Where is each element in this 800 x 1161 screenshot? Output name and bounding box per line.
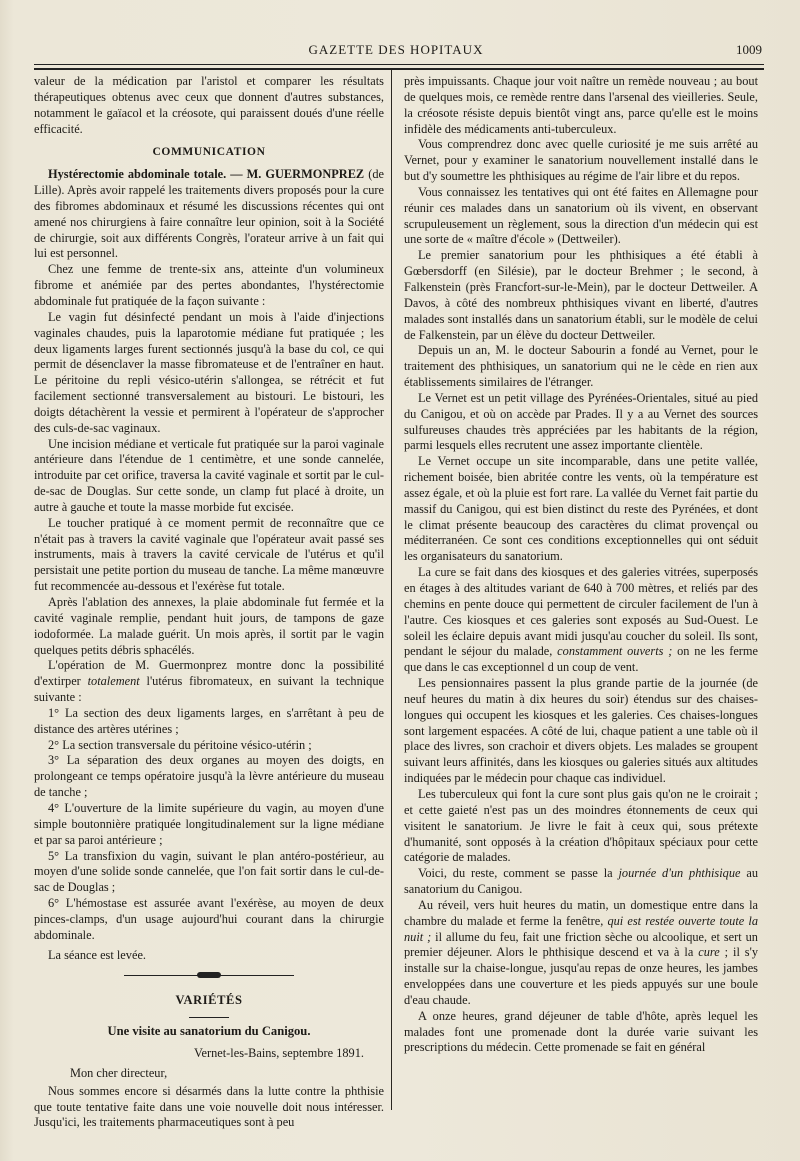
list-item: 1° La section des deux ligaments larges, en s'arrêtant à peu de distance des artères utérines ;: [34, 705, 384, 736]
page-number: 1009: [736, 42, 762, 57]
paragraph: Depuis un an, M. le docteur Sabourin a fondé au Vernet, pour le traitement des phthisiques, un sanatorium qui ne le cède en rien aux établissements similaires de l'étranger.: [404, 343, 758, 390]
paragraph-text: on ne les ferme que dans le cas exceptionnel d un coup de vent.: [404, 644, 758, 675]
paragraph: Les pensionnaires passent la plus grande partie de la journée (de neuf heures du matin à dix heures du soir) étendus sur des chaises-longues qui occupent les kiosques et les galeries. Ces chaises-longues sont largement espacées. A côté de lui, chaque patient a une table où il place des livres, son crachoir et divers objets. Les malades se groupent suivant leurs affinités, dans les kiosques ou galeries situés aux altitudes indiquées par le médecin pour chaque cas individuel.: [404, 676, 758, 786]
paragraph: Vous comprendrez donc avec quelle curiosité je me suis arrêté au Vernet, pour y examiner le sanatorium nouvellement installé dans le but d'y soumettre les phthisiques au régime de l'air libre et du repos.: [404, 137, 758, 184]
paragraph: A onze heures, grand déjeuner de table d'hôte, après lequel les malades font une promenade dont la durée varie suivant les prescriptions du médecin. Cette promenade se fait en général: [404, 1008, 758, 1055]
column-divider: [391, 70, 392, 1110]
paragraph-text: (de Lille). Après avoir rappelé les traitements divers proposés pour la cure des fibromes abdominaux et résumé les discussions récentes qui ont amené nos chirurgiens à faire connaître leur opinion, soit à la Société de chirurgie, soit aux différents Congrès, l'orateur arrive à un fait qui lui est personnel.: [34, 167, 384, 261]
emphasis: cure: [698, 945, 720, 960]
author: — M. GUERMONPREZ: [230, 167, 365, 182]
dateline: Vernet-les-Bains, septembre 1891.: [193, 1046, 364, 1061]
left-column: [34, 74, 384, 1131]
emphasis: constamment ouverts ;: [557, 644, 673, 659]
paragraph: valeur de la médication par l'aristol et comparer les résultats thérapeutiques obtenus avec ceux que donnent d'autres substances, notamment le gaïacol et la créosote, qui paraissent doués d'une réelle efficacité.: [34, 74, 384, 136]
paragraph: [404, 898, 758, 1009]
emphasis: journée d'un phthisique: [618, 866, 741, 881]
paragraph: [34, 658, 384, 706]
paragraph-text: l'utérus fibromateux, en suivant la technique suivante :: [34, 674, 384, 705]
paragraph: Le premier sanatorium pour les phthisiques a été établi à Gœbersdorff (en Silésie), par le docteur Brehmer ; le second, à Falkenstein (près Francfort-sur-le-Mein), par le docteur Dettweiler. A Davos, à côté des nombreux phthisiques vivant en liberté, d'autres malades sont installés dans un sanatorium établi, sur le modèle de celui de Falkenstein, par un élève du docteur Dettweiler.: [404, 248, 758, 342]
list-item: 4° L'ouverture de la limite supérieure du vagin, au moyen d'une simple boutonnière pratiquée longitudinalement sur la ligne médiane et par sa paroi antérieure ;: [34, 800, 384, 847]
short-rule: [189, 1017, 229, 1018]
paragraph-text: L'opération de M. Guermonprez montre donc la possibilité d'extirper: [34, 658, 384, 689]
paragraph-text: il allume du feu, fait une friction sèche ou alcoolique, et sert un premier déjeuner. Alors le phthisique descend et va à la: [404, 929, 758, 960]
paragraph: près impuissants. Chaque jour voit naître un remède nouveau ; au bout de quelques mois, ce remède rentre dans l'arsenal des vieilleries. Seule, la créosote résiste depuis bientôt vingt ans, parce qu'elle est le moins infidèle des médicaments anti-tuberculeux.: [404, 74, 758, 136]
paragraph: Le Vernet occupe un site incomparable, dans une petite vallée, richement boisée, bien abritée contre les vents, où la température est assez égale, et où la pluie est fort rare. La vallée du Vernet fait partie du massif du Canigou, qui est bien distinct du reste des Pyrénées, et dont le climat présente beaucoup des caractères du climat provençal ou méditerranéen. Ce sont ces conditions exceptionnelles qui ont séduit les organisateurs du sanatorium.: [404, 454, 758, 564]
journal-title: GAZETTE DES HOPITAUX: [308, 42, 484, 57]
closing-line: La séance est levée.: [48, 947, 147, 962]
paragraph-text: La cure se fait dans des kiosques et des galeries vitrées, superposés en étages à des altitudes variant de 640 à 700 mètres, et reliés par des chemins en pente douce qui permettent de circuler facilement de l'un à l'autre. Ces kiosques et ces galeries sont exposés au Sud-Ouest. Le soleil les éclaire depuis avant midi jusqu'au coucher du soleil. Ils sont, pendant le séjour du malade,: [404, 565, 758, 659]
salutation: Mon cher directeur,: [70, 1065, 168, 1080]
paragraph: Une incision médiane et verticale fut pratiquée sur la paroi vaginale antérieure dans l'étendue de 1 centimètre, et une sonde cannelée, introduite par cet orifice, traversa la cavité vaginale et sortit par le cul-de-sac de Douglas. Sur cette sonde, un clamp fut placé à droite, un autre à gauche et toute la masse morbide fut excisée.: [34, 436, 384, 514]
paragraph-text: Voici, du reste, comment se passe la: [418, 866, 619, 881]
paragraph: Vous connaissez les tentatives qui ont été faites en Allemagne pour réunir ces malades dans un sanatorium où ils vivent, en observant scrupuleusement un règlement, sous la direction d'un médecin qui est une sorte de « maître d'école » (Dettweiler).: [404, 184, 758, 247]
paragraph: Le toucher pratiqué à ce moment permit de reconnaître que ce n'était pas à travers la cavité vaginale que l'opérateur avait passé ses instruments, mais à travers la cavité cervicale de l'utérus et qu'il persistait une petite portion du museau de tanche. La même manœuvre fut recommencée au-dessous et l'exérèse fut totale.: [34, 515, 384, 594]
emphasis: totalement: [87, 674, 140, 689]
list-item: 3° La séparation des deux organes au moyen des doigts, en prolongeant ce temps opératoire jusqu'à la lèvre antérieure du museau de tanche ;: [34, 753, 384, 800]
paragraph-text: Au réveil, vers huit heures du matin, un domestique entre dans la chambre du malade et ferme la fenêtre,: [404, 897, 758, 928]
paragraph: [34, 167, 384, 262]
list-item: 6° L'hémostase est assurée avant l'exérèse, au moyen de deux pinces-clamps, d'un usage aujourd'hui courant dans la chirurgie abdominale.: [34, 896, 384, 942]
section-heading-varietes: VARIÉTÉS: [175, 993, 243, 1008]
paragraph: Nous sommes encore si désarmés dans la lutte contre la phthisie que toute tentative faite dans une voie nouvelle doit nous intéresser. Jusqu'ici, les traitements pharmaceutiques sont à peu: [34, 1083, 384, 1130]
header-rule: [34, 64, 764, 70]
emphasis: qui est restée ouverte toute la nuit ;: [404, 913, 758, 944]
article-title: Une visite au sanatorium du Canigou.: [107, 1024, 311, 1039]
paragraph: Les tuberculeux qui font la cure sont plus gais qu'on ne le croirait ; et cette gaieté n'est pas un des moindres étonnements de ceux qui visitent le sanatorium. Je livre le fait à ceux qui, sous prétexte d'humanité, sont opposés à la création d'hôpitaux spéciaux pour cette catégorie de malades.: [404, 786, 758, 865]
section-heading: COMMUNICATION: [152, 146, 266, 159]
paragraph: Après l'ablation des annexes, la plaie abdominale fut fermée et la cavité vaginale remplie, pendant huit jours, de tampons de gaze iodoformée. La malade guérit. Un mois après, il sortit par le vagin quelques petits débris sphacélés.: [34, 595, 384, 657]
right-column: [404, 74, 758, 1056]
paragraph: Chez une femme de trente-six ans, atteinte d'un volumineux fibrome et anémiée par des pertes abondantes, l'hystérectomie abdominale fut pratiquée de la façon suivante :: [34, 262, 384, 308]
paragraph: [404, 565, 758, 676]
running-header: [28, 38, 764, 60]
paragraph: Le vagin fut désinfecté pendant un mois à l'aide d'injections vaginales chaudes, puis la laparotomie médiane fut pratiquée ; les deux ligaments larges furent sectionnés jusqu'à la base du col, ce qui permit de désenclaver la masse fibromateuse et de l'entraîner en haut. Le péritoine du repli vésico-utérin s'allongea, se rétrécit et fut facilement sectionné transversalement au bistouri. Le bistouri, les doigts détachèrent la vessie et permirent à l'opérateur de s'approcher des culs-de-sac vaginaux.: [34, 309, 384, 435]
runin-title: Hystérectomie abdominale totale.: [48, 167, 227, 182]
list-item: 5° La transfixion du vagin, suivant le plan antéro-postérieur, au moyen d'une solide sonde cannelée, que l'on fait sortir dans le cul-de-sac de Douglas ;: [34, 848, 384, 895]
list-item: 2° La section transversale du péritoine vésico-utérin ;: [48, 737, 312, 752]
paragraph: Le Vernet est un petit village des Pyrénées-Orientales, situé au pied du Canigou, et où on accède par Prades. Il y a au Vernet des sources sulfureuses chaudes très appréciées par les habitants de la région, parmi lesquels elles recrutent une assez importante clientèle.: [404, 390, 758, 453]
paragraph-text: au sanatorium du Canigou.: [404, 866, 758, 897]
paragraph-text: ; il s'y installe sur la chaise-longue, jusqu'au repas de onze heures, les jambes enveloppées dans une couverture et les pieds appuyés sur une boule d'eau chaude.: [404, 945, 758, 1007]
paragraph: [404, 866, 758, 898]
ornament-divider: [34, 971, 384, 981]
